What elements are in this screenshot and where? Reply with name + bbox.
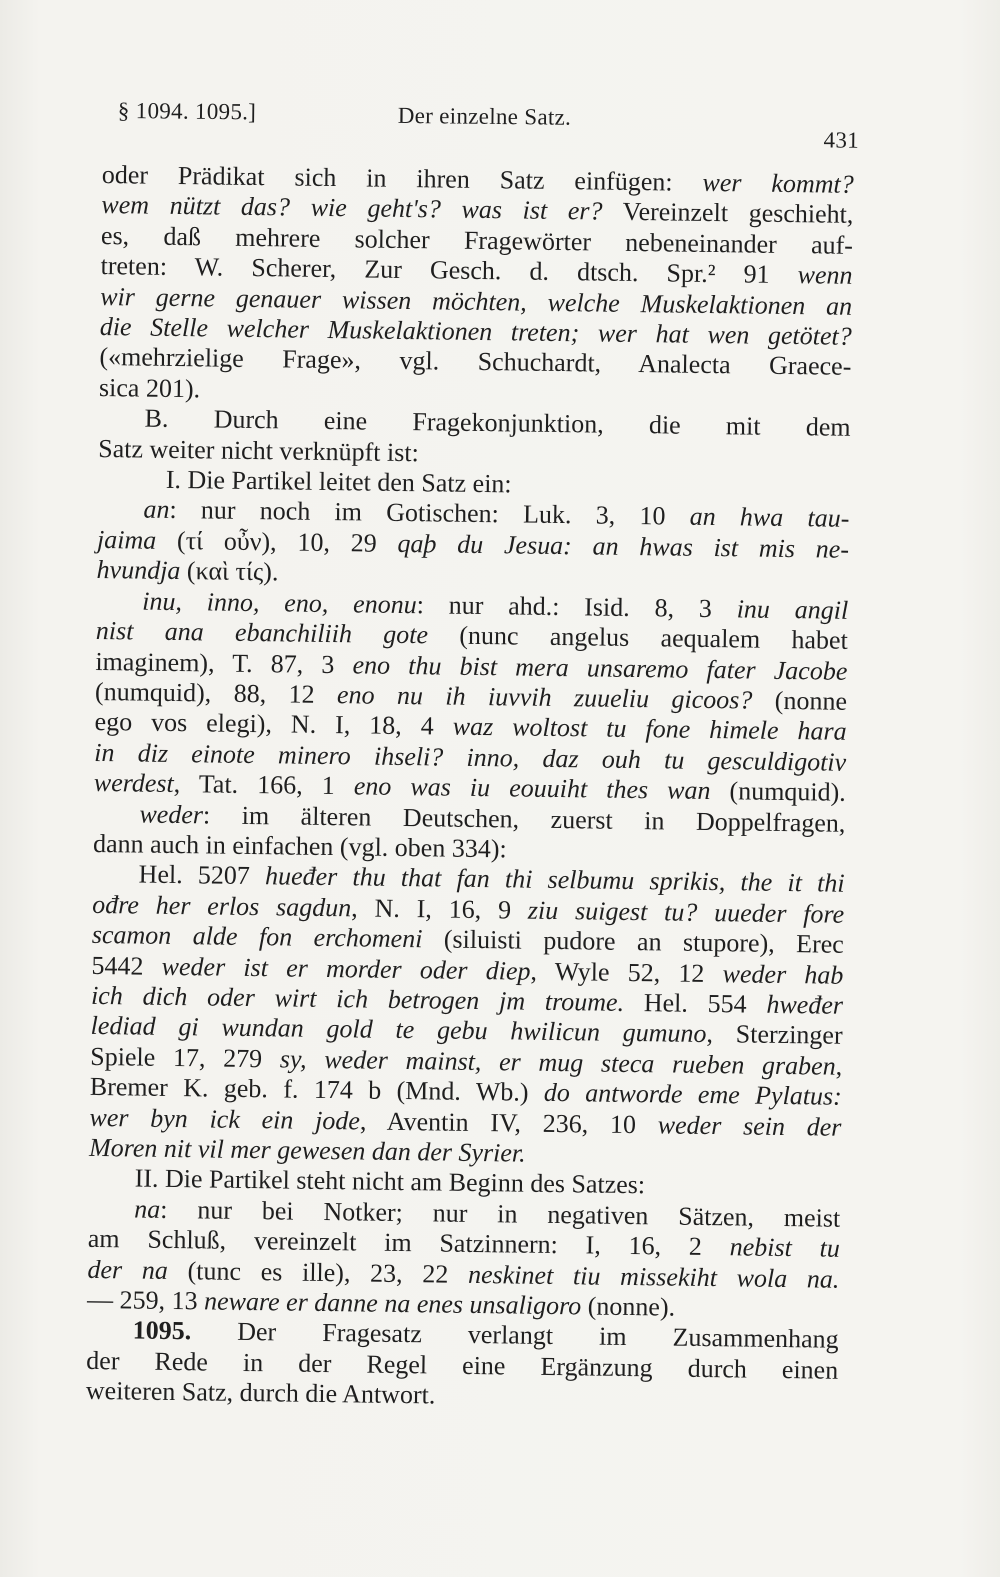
- italic-citation: ziu suigest tu? uueder fore: [527, 895, 845, 929]
- text-segment: der Rede in der Regel eine Ergänzung durch einen: [86, 1345, 839, 1385]
- text-segment: sica 201).: [98, 372, 201, 404]
- italic-citation: nebist tu: [729, 1232, 840, 1263]
- italic-citation: hweđer: [766, 989, 844, 1020]
- italic-citation: hueđer thu that fan thi selbumu sprikis, the it thi: [264, 861, 845, 899]
- text-segment: Spiele 17, 279: [90, 1041, 281, 1074]
- italic-citation: do antworde eme Pylatus:: [543, 1078, 842, 1111]
- text-segment: ,: [835, 1051, 843, 1081]
- italic-citation: waz woltost tu fone himele hara: [452, 711, 847, 747]
- italic-citation: scamon alde fon erchomeni: [91, 920, 423, 954]
- text-segment: weiteren Satz, durch die Antwort.: [85, 1376, 436, 1410]
- italic-citation: nist ana ebanchiliih gote: [95, 616, 429, 650]
- text-segment: I. Die Partikel leitet den Satz ein:: [165, 464, 512, 499]
- text-segment: , Wyle 52, 12: [530, 956, 723, 988]
- text-segment: ego vos elegi), N. I, 18, 4: [94, 707, 453, 741]
- text-segment: : nur bei Notker; nur in negativen Sätzen, meist: [160, 1194, 841, 1233]
- text-segment: Satz weiter nicht verknüpft ist:: [98, 433, 419, 467]
- italic-citation: der na: [87, 1254, 169, 1285]
- text-segment: es, daß mehrere solcher Fragewörter nebeneinander auf-: [100, 220, 854, 260]
- italic-citation: werdest: [93, 768, 174, 799]
- italic-citation: ođre her erlos sagdun: [92, 889, 352, 923]
- running-header: [117, 98, 870, 153]
- text-segment: , Sterzinger: [706, 1019, 843, 1051]
- text-segment: — 259, 13: [86, 1284, 205, 1316]
- italic-citation: eno thu bist mera unsaremo fater Jacobe: [352, 649, 848, 686]
- italic-citation: wer byn ick ein jode: [89, 1102, 361, 1136]
- text-segment: : nur noch im Gotischen: Luk. 3, 10: [169, 495, 690, 532]
- italic-citation: weder sein der: [657, 1109, 842, 1142]
- text-segment: Der Fragesatz verlangt im Zusammenhang: [190, 1316, 839, 1355]
- italic-citation: ich dich oder wirt ich betrogen jm troume.: [90, 980, 625, 1017]
- text-segment: (καὶ τίς).: [180, 556, 279, 587]
- italic-citation: wenn: [797, 260, 853, 291]
- text-segment: : im älteren Deutschen, zuerst in Doppelfragen,: [202, 799, 846, 838]
- text-segment: (nunc angelus aequalem habet: [427, 620, 848, 655]
- text-segment: , Aventin IV, 236, 10: [359, 1106, 658, 1139]
- text-segment: (τί οὖν), 10, 29: [156, 525, 398, 558]
- text-segment: imaginem), T. 87, 3: [95, 646, 353, 679]
- text-segment: 5442: [91, 950, 162, 981]
- italic-citation: inu angil: [736, 594, 849, 625]
- italic-citation: neskinet tiu missekiht wola na.: [467, 1259, 840, 1294]
- body-text: [86, 160, 854, 1416]
- text-segment: (nonne).: [581, 1291, 676, 1322]
- text-segment: , N. I, 16, 9: [351, 893, 529, 925]
- text-segment: («mehrzielige Frage», vgl. Schuchardt, Analecta Graece-: [99, 342, 852, 382]
- italic-citation: weder: [139, 799, 204, 829]
- text-segment: , Tat. 166, 1: [173, 769, 355, 801]
- text-segment: Bremer K. geb. f. 174 b (Mnd. Wb.): [89, 1072, 545, 1108]
- italic-citation: qaþ du Jesua: an hwas ist mis ne-: [397, 528, 850, 564]
- italic-citation: lediad gi wundan gold te gebu hwilicun gumuno: [90, 1011, 707, 1049]
- text-segment: Hel. 554: [623, 987, 767, 1019]
- italic-citation: na: [134, 1194, 161, 1224]
- text-segment: (tunc es ille), 23, 22: [167, 1255, 469, 1289]
- italic-citation: Moren nit vil mer gewesen dan der Syrier.: [88, 1132, 526, 1168]
- text-segment: (nonne: [752, 685, 848, 716]
- italic-citation: an: [143, 495, 170, 525]
- text-segment: (numquid).: [710, 776, 846, 807]
- italic-citation: eno nu ih iuvvih zuueliu gicoos?: [336, 680, 753, 715]
- italic-citation: eno was iu eouuiht thes wan: [353, 771, 711, 806]
- text-segment: oder Prädikat sich in ihren Satz einfügen:: [101, 160, 703, 197]
- italic-citation: in diz einote minero ihseli? inno, daz ouh tu gesculdigotiv: [94, 737, 847, 777]
- text-segment: dann auch in einfachen (vgl. oben 334):: [92, 828, 507, 864]
- text-segment: am Schluß, vereinzelt im Satzinnern: I, 16, 2: [87, 1224, 730, 1262]
- text-segment: B. Durch eine Fragekonjunktion, die mit dem: [144, 403, 851, 443]
- italic-citation: hvundja: [96, 555, 181, 586]
- section-reference: § 1094. 1095.]: [117, 98, 257, 125]
- italic-citation: wir gerne genauer wissen möchten, welche Muskelaktionen an: [100, 281, 853, 321]
- italic-citation: weder hab: [722, 958, 844, 990]
- text-segment: (numquid), 88, 12: [94, 676, 338, 710]
- text-segment: treten: W. Scherer, Zur Gesch. d. dtsch. Spr.² 91: [100, 251, 798, 290]
- page-number: 431: [823, 127, 860, 153]
- italic-citation: inu, inno, eno, enonu: [142, 586, 417, 619]
- text-segment: Hel. 5207: [138, 859, 266, 891]
- italic-citation: an hwa tau-: [689, 502, 850, 534]
- italic-citation: neware er danne na enes unsaligoro: [203, 1286, 582, 1321]
- text-segment: : nur ahd.: Isid. 8, 3: [416, 589, 737, 624]
- running-title: Der einzelne Satz.: [397, 102, 572, 130]
- italic-citation: sy, weder mainst, er mug steca rueben graben: [279, 1044, 836, 1081]
- italic-citation: jaima: [96, 524, 157, 555]
- italic-citation: weder ist er morder oder diep: [161, 951, 531, 986]
- italic-citation: wer kommt?: [702, 167, 854, 199]
- italic-citation: die Stelle welcher Muskelaktionen treten; wer hat wen getötet?: [99, 312, 852, 351]
- text-segment: (siluisti pudore an stupore), Erec: [422, 924, 844, 959]
- text-segment: II. Die Partikel steht nicht am Beginn des Satzes:: [134, 1163, 646, 1200]
- section-number: 1095.: [132, 1315, 192, 1346]
- italic-citation: wem nützt das? wie geht's? was ist er?: [101, 190, 603, 226]
- text-segment: Vereinzelt geschieht,: [602, 196, 854, 230]
